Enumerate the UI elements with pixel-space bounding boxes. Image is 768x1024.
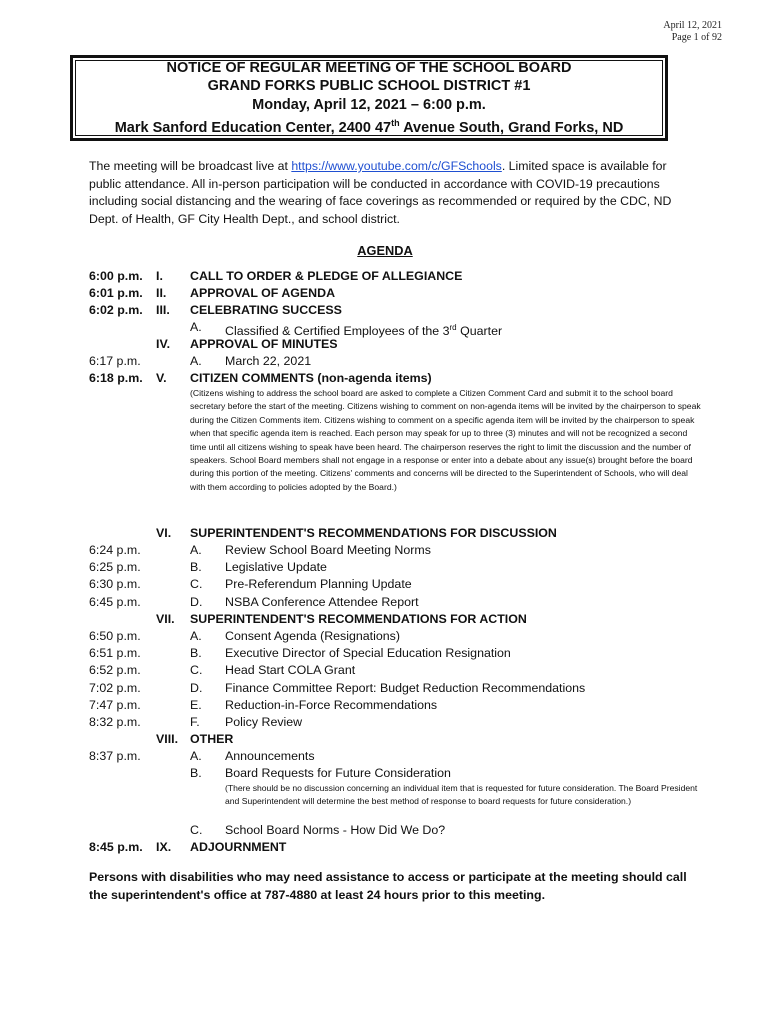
agenda-subitem: [0, 594, 768, 611]
subitem-letter: A.: [190, 543, 202, 557]
item-title: CALL TO ORDER & PLEDGE OF ALLEGIANCE: [190, 269, 463, 283]
item-time: 6:51 p.m.: [89, 646, 141, 660]
agenda-subitem: [0, 714, 768, 731]
item-title: ADJOURNMENT: [190, 840, 287, 854]
item-time: 8:32 p.m.: [89, 715, 141, 729]
item-title: SUPERINTENDENT'S RECOMMENDATIONS FOR DISCUSSION: [190, 526, 557, 540]
intro-text-after: . Limited space is available for public attendance. All in-person participation will be conducted in accordance with COVID-19 precautions including social distancing and the wearing of face coverings as recommended or required by the CDC, ND Dept. of Health, GF City Health Dept., and school district.: [89, 159, 672, 226]
subitem-title: Classified & Certified Employees of the 3rd Quarter: [225, 323, 503, 339]
item-title: CITIZEN COMMENTS (non-agenda items): [190, 371, 432, 385]
subitem-title: Legislative Update: [225, 560, 327, 574]
subitem-title: School Board Norms - How Did We Do?: [225, 823, 446, 837]
subitem-letter: E.: [190, 698, 202, 712]
subitem-title: Board Requests for Future Consideration: [225, 766, 451, 780]
item-time: 7:47 p.m.: [89, 698, 141, 712]
subitem-letter: B.: [190, 766, 202, 780]
agenda-subitem: [0, 319, 768, 339]
subitem-letter: D.: [190, 595, 203, 609]
item-time: 6:25 p.m.: [89, 560, 141, 574]
youtube-link[interactable]: https://www.youtube.com/c/GFSchools: [291, 159, 502, 173]
agenda-subitem: [0, 662, 768, 679]
subitem-title: Consent Agenda (Resignations): [225, 629, 400, 643]
agenda-subitem: [0, 697, 768, 714]
item-number: IV.: [156, 337, 171, 351]
subitem-title: Policy Review: [225, 715, 303, 729]
item-number: IX.: [156, 840, 172, 854]
item-time: 6:02 p.m.: [89, 303, 143, 317]
subitem-letter: F.: [190, 715, 200, 729]
subitem-title: Reduction-in-Force Recommendations: [225, 698, 438, 712]
agenda-subitem: [0, 542, 768, 559]
item-time: 6:30 p.m.: [89, 577, 141, 591]
agenda-subitem: [0, 822, 768, 839]
agenda-item: [0, 611, 768, 628]
agenda-item: [0, 336, 768, 353]
agenda-subitem: [0, 628, 768, 645]
agenda-subitem: [0, 576, 768, 593]
meeting-datetime: Monday, April 12, 2021 – 6:00 p.m.: [252, 96, 486, 113]
item-time: 6:17 p.m.: [89, 354, 141, 368]
item-time: 6:52 p.m.: [89, 663, 141, 677]
item-time: 6:50 p.m.: [89, 629, 141, 643]
item-time: 7:02 p.m.: [89, 681, 141, 695]
item-time: 6:45 p.m.: [89, 595, 141, 609]
item-number: II.: [156, 286, 167, 300]
subitem-title: Pre-Referendum Planning Update: [225, 577, 412, 591]
agenda-item: [0, 839, 768, 856]
notice-title: NOTICE OF REGULAR MEETING OF THE SCHOOL BOARD: [166, 59, 572, 76]
subitem-title: March 22, 2021: [225, 354, 312, 368]
subitem-title: Announcements: [225, 749, 315, 763]
page-meta: [663, 20, 722, 44]
subitem-letter: A.: [190, 354, 202, 368]
item-title: APPROVAL OF MINUTES: [190, 337, 338, 351]
item-time: 8:37 p.m.: [89, 749, 141, 763]
agenda-subitem: [0, 353, 768, 370]
subitem-title: Finance Committee Report: Budget Reduction Recommendations: [225, 681, 586, 695]
agenda-subitem: [0, 680, 768, 697]
location-part2: Avenue South, Grand Forks, ND: [399, 119, 624, 136]
accessibility-notice: Persons with disabilities who may need assistance to access or participate at the meeting should call the superintendent's office at 787-4880 at least 24 hours prior to this meeting.: [89, 870, 687, 902]
subitem-letter: C.: [190, 577, 203, 591]
subitem-title: Review School Board Meeting Norms: [225, 543, 431, 557]
item-number: VI.: [156, 526, 172, 540]
item-time: 6:00 p.m.: [89, 269, 143, 283]
subitem-letter: B.: [190, 560, 202, 574]
citizen-comments-note: (Citizens wishing to address the school board are asked to complete a Citizen Comment Card and submit it to the school board secretary before the start of the meeting. Citizens wishing to comment on non-agenda items will be invited by the chairperson to speak during the Citizen Comments item. Citizens wishing to comment on a specific agenda item will be invited by the chairperson to speak when that specific agenda item is reached. Each person may speak for up to three (3) minutes and will not be recognized a second time until all citizens wishing to speak have been heard. The chairperson reserves the right to limit the discussion and the number of speakers. School Board members shall not engage in a response or enter into a debate about any issue(s) brought before the board during this portion of the meeting. Citizens' comments and concerns will be directed to the Superintendent of Schools, who will deal with them according to policies adopted by the Board.): [190, 388, 701, 492]
agenda-item: [0, 302, 768, 319]
agenda-subitem: [0, 765, 768, 782]
item-number: III.: [156, 303, 170, 317]
agenda-subitem: [0, 645, 768, 662]
agenda-item: [0, 731, 768, 748]
item-title: SUPERINTENDENT'S RECOMMENDATIONS FOR ACTION: [190, 612, 527, 626]
intro-paragraph: [89, 158, 689, 228]
item-title: CELEBRATING SUCCESS: [190, 303, 342, 317]
subitem-letter: C.: [190, 663, 203, 677]
subitem-letter: C.: [190, 823, 203, 837]
subitem-title: Executive Director of Special Education Resignation: [225, 646, 511, 660]
board-requests-note: (There should be no discussion concerning an individual item that is requested for future consideration. The Board President and Superintendent will determine the best method of response to board requests for future consideration.): [225, 783, 698, 807]
subitem-title: NSBA Conference Attendee Report: [225, 595, 419, 609]
agenda-item: [0, 285, 768, 302]
subitem-letter: A.: [190, 629, 202, 643]
subitem-letter: D.: [190, 681, 203, 695]
item-title: APPROVAL OF AGENDA: [190, 286, 336, 300]
district-name: GRAND FORKS PUBLIC SCHOOL DISTRICT #1: [207, 78, 531, 95]
page-number: Page 1 of 92: [671, 32, 722, 43]
item-time: 6:18 p.m.: [89, 371, 143, 385]
intro-text-before: The meeting will be broadcast live at: [89, 159, 292, 173]
title-inner: [75, 60, 663, 136]
item-time: 6:24 p.m.: [89, 543, 141, 557]
agenda-subitem: [0, 559, 768, 576]
document-date: April 12, 2021: [663, 20, 722, 31]
subitem-letter: A.: [190, 749, 202, 763]
location-part1: Mark Sanford Education Center, 2400 47: [114, 119, 392, 136]
item-time: 8:45 p.m.: [89, 840, 143, 854]
agenda-item: [0, 370, 768, 387]
title-box: [70, 55, 668, 141]
item-time: 6:01 p.m.: [89, 286, 143, 300]
location-superscript: th: [391, 118, 400, 129]
item-title: OTHER: [190, 732, 234, 746]
subitem-letter: A.: [190, 320, 202, 334]
item-number: VII.: [156, 612, 175, 626]
item-number: I.: [156, 269, 163, 283]
agenda-item: [0, 268, 768, 285]
agenda-subitem: [0, 748, 768, 765]
meeting-location: [115, 114, 624, 137]
agenda-item: [0, 525, 768, 542]
item-number: VIII.: [156, 732, 179, 746]
subitem-letter: B.: [190, 646, 202, 660]
agenda-heading: AGENDA: [357, 243, 413, 258]
item-number: V.: [156, 371, 167, 385]
ordinal-superscript: rd: [449, 323, 457, 332]
subitem-title: Head Start COLA Grant: [225, 663, 356, 677]
